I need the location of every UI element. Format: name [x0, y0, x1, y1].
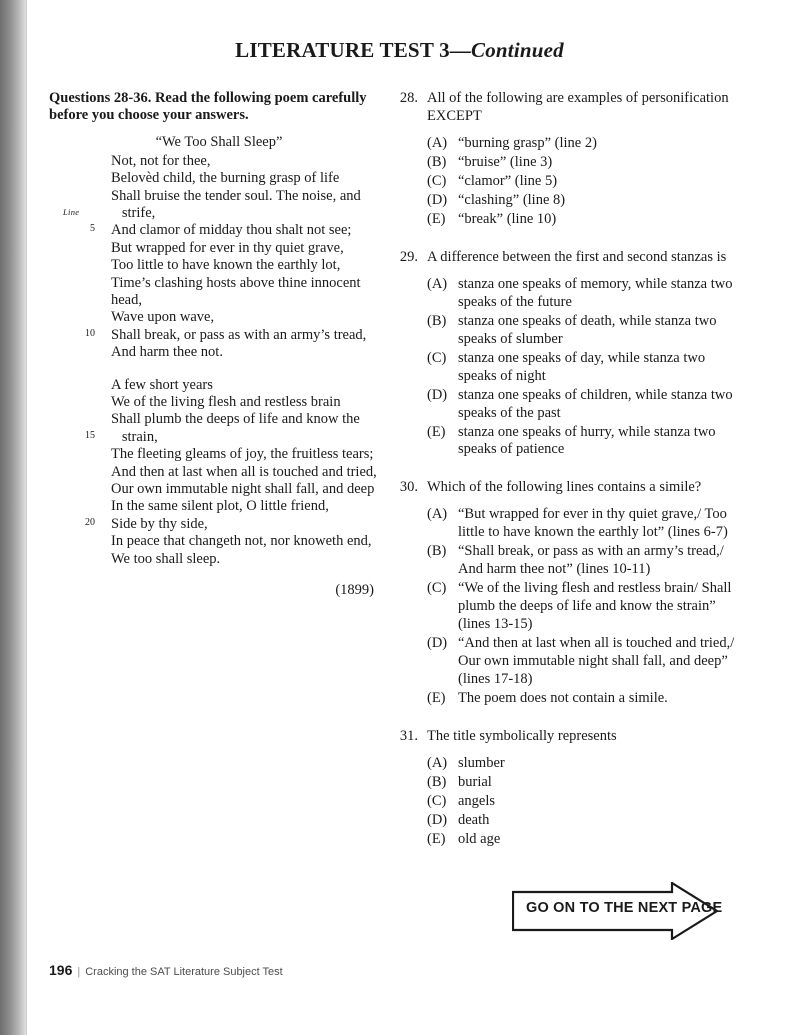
answer-choice[interactable]	[427, 173, 743, 191]
answer-choice-letter: (B)	[427, 312, 447, 329]
answer-choice[interactable]	[427, 793, 743, 811]
poem-line	[49, 344, 379, 361]
poem-line	[49, 516, 379, 533]
answer-choice-letter: (C)	[427, 172, 447, 189]
answer-choice[interactable]	[427, 192, 743, 210]
poem-line-text: But wrapped for ever in thy quiet grave,	[111, 239, 344, 256]
poem-line-text: Too little to have known the earthly lot,	[111, 257, 341, 274]
answer-choice[interactable]	[427, 543, 743, 579]
answer-choice-letter: (C)	[427, 580, 447, 597]
poem-line-text: Shall plumb the deeps of life and know the	[111, 411, 360, 428]
poem-line	[49, 377, 379, 394]
poem-line	[49, 394, 379, 411]
answer-choice[interactable]	[427, 774, 743, 792]
poem-line	[49, 222, 379, 239]
right-column	[398, 90, 743, 869]
answer-choice[interactable]	[427, 211, 743, 229]
answer-choice-text: stanza one speaks of memory, while stanza two speaks of the future	[458, 275, 733, 310]
poem-line	[49, 257, 379, 274]
poem-line-number: 20	[85, 516, 95, 528]
answer-choice-letter: (B)	[427, 774, 447, 790]
question-block	[398, 728, 743, 849]
answer-choice-text: “bruise” (line 3)	[458, 153, 553, 170]
question-number: 29.	[399, 248, 418, 265]
answer-choice[interactable]	[427, 424, 743, 460]
poem-line-text: Not, not for thee,	[111, 152, 211, 169]
page-header	[0, 38, 799, 63]
poem-line-text: We too shall sleep.	[111, 550, 221, 567]
answer-choice-letter: (C)	[427, 349, 447, 366]
page-number: 196	[49, 962, 73, 978]
line-marker-label: Line	[63, 207, 80, 218]
poem-line-text: strife,	[111, 205, 156, 222]
answer-choice-letter: (D)	[427, 386, 448, 403]
question-stem-text: Which of the following lines contains a simile?	[427, 479, 702, 496]
answer-choice-letter: (E)	[427, 690, 446, 707]
answer-choice-text: “But wrapped for ever in thy quiet grave,/ Too little to have known the earthly lot” (lines 6-7)	[458, 506, 728, 541]
poem-line	[49, 429, 379, 446]
question-block	[398, 90, 743, 229]
poem-date: (1899)	[335, 581, 374, 598]
answer-choice[interactable]	[427, 755, 743, 773]
poem-title: “We Too Shall Sleep”	[155, 133, 283, 150]
answer-choice[interactable]	[427, 387, 743, 423]
question-stem-text: The title symbolically represents	[427, 728, 617, 745]
poem-body	[49, 153, 379, 568]
question-stem-text: A difference between the first and second stanzas is	[427, 248, 727, 265]
answer-choice[interactable]	[427, 350, 743, 386]
poem-line	[49, 275, 379, 310]
poem-line-text: In the same silent plot, O little friend,	[111, 498, 329, 515]
question-stem	[398, 728, 743, 746]
question-stem-text: All of the following are examples of personification EXCEPT	[427, 90, 729, 124]
left-column	[49, 90, 379, 599]
poem-line-text: Shall break, or pass as with an army’s tread,	[111, 326, 367, 343]
poem-line-text: And then at last when all is touched and tried,	[111, 463, 377, 480]
question-number: 30.	[399, 479, 418, 496]
answer-choice[interactable]	[427, 812, 743, 830]
go-on-label: GO ON TO THE NEXT PAGE	[526, 900, 723, 916]
answer-choice-letter: (B)	[427, 543, 447, 560]
answer-choice-letter: (A)	[427, 755, 448, 772]
poem-line	[49, 188, 379, 205]
poem-line	[49, 153, 379, 170]
poem-line-number: 10	[85, 327, 95, 339]
answer-choice-letter: (A)	[427, 275, 448, 292]
answer-choice-letter: (C)	[427, 792, 447, 809]
answer-choice-text: stanza one speaks of children, while stanza two speaks of the past	[458, 386, 733, 421]
answer-choice-letter: (A)	[427, 506, 448, 523]
poem-line	[49, 464, 379, 481]
answer-choice-text: old age	[458, 830, 501, 847]
answer-choice[interactable]	[427, 635, 743, 689]
binding-divider	[26, 0, 27, 1035]
question-number: 31.	[399, 728, 418, 745]
poem-line-number: 15	[85, 429, 95, 441]
poem-line	[49, 533, 379, 550]
page-footer	[49, 962, 283, 978]
question-number: 28.	[399, 90, 418, 106]
answer-choice-text: stanza one speaks of day, while stanza two speaks of night	[458, 349, 706, 384]
poem-line-text: Time’s clashing hosts above thine innocent head,	[111, 274, 365, 309]
answer-choice-text: slumber	[458, 755, 505, 772]
poem-line	[49, 205, 379, 222]
answer-choice[interactable]	[427, 506, 743, 542]
answer-choice-list	[398, 755, 743, 849]
answer-choice[interactable]	[427, 580, 743, 634]
answer-choice-text: “break” (line 10)	[458, 210, 557, 227]
answer-choice-text: “We of the living flesh and restless brain/ Shall plumb the deeps of life and know the strain” (lines 13-15)	[458, 580, 732, 633]
question-block	[398, 249, 743, 460]
poem-line	[49, 240, 379, 257]
answer-choice-text: “burning grasp” (line 2)	[458, 134, 597, 151]
answer-choice-list	[398, 506, 743, 708]
answer-choice[interactable]	[427, 313, 743, 349]
book-binding-edge	[0, 0, 27, 1035]
poem-line	[49, 411, 379, 428]
poem-line-text: Side by thy side,	[111, 515, 208, 532]
answer-choice-letter: (E)	[427, 830, 446, 847]
answer-choice-list	[398, 135, 743, 229]
answer-choice-letter: (D)	[427, 811, 448, 828]
footer-book-title: Cracking the SAT Literature Subject Test	[85, 966, 283, 978]
poem-line-text: Shall bruise the tender soul. The noise, and	[111, 187, 361, 204]
question-stem	[398, 249, 743, 267]
answer-choice[interactable]	[427, 154, 743, 172]
answer-choice-text: “Shall break, or pass as with an army’s tread,/ And harm thee not” (lines 10-11)	[458, 543, 724, 578]
poem-line-number: 5	[90, 223, 95, 235]
answer-choice-letter: (A)	[427, 134, 448, 151]
answer-choice-text: burial	[458, 774, 492, 790]
answer-choice[interactable]	[427, 690, 743, 708]
poem-line-text: Our own immutable night shall fall, and deep	[111, 480, 375, 497]
answer-choice-text: The poem does not contain a simile.	[458, 690, 668, 707]
poem-line-text: strain,	[111, 428, 158, 445]
poem-line	[49, 498, 379, 515]
poem-line-text: The fleeting gleams of joy, the fruitless tears;	[111, 446, 374, 463]
answer-choice-letter: (E)	[427, 210, 446, 227]
question-stem	[398, 479, 743, 497]
poem-line-text: A few short years	[111, 376, 213, 393]
answer-choice-letter: (D)	[427, 635, 448, 652]
answer-choice-letter: (B)	[427, 153, 447, 170]
answer-choice-text: stanza one speaks of death, while stanza two speaks of slumber	[458, 312, 717, 347]
answer-choice-list	[398, 276, 743, 460]
header-title: LITERATURE TEST 3—	[235, 38, 471, 62]
poem-line	[49, 362, 379, 377]
poem-line-text: In peace that changeth not, nor knoweth end,	[111, 533, 372, 550]
poem-line-text: We of the living flesh and restless brain	[111, 393, 341, 410]
footer-separator: |	[77, 966, 81, 978]
answer-choice-text: “clashing” (line 8)	[458, 191, 566, 208]
poem-line	[49, 170, 379, 187]
answer-choice[interactable]	[427, 831, 743, 849]
poem-line	[49, 446, 379, 463]
answer-choice-text: “clamor” (line 5)	[458, 172, 558, 189]
poem-line-text: Wave upon wave,	[111, 309, 215, 326]
poem-line-text: And harm thee not.	[111, 344, 223, 361]
poem-line	[49, 481, 379, 498]
answer-choice[interactable]	[427, 135, 743, 153]
poem-line-text: And clamor of midday thou shalt not see;	[111, 222, 352, 239]
answer-choice[interactable]	[427, 276, 743, 312]
header-continued: Continued	[471, 38, 564, 62]
answer-choice-text: “And then at last when all is touched and tried,/ Our own immutable night shall fall, and deep” (lines 17-18)	[458, 635, 735, 688]
poem-line	[49, 327, 379, 344]
answer-choice-letter: (D)	[427, 191, 448, 208]
question-stem	[398, 90, 743, 126]
poem-line-text: Belovèd child, the burning grasp of life	[111, 170, 340, 187]
question-directions: Questions 28-36. Read the following poem carefully before you choose your answers.	[49, 90, 367, 123]
poem-line	[49, 309, 379, 326]
answer-choice-letter: (E)	[427, 423, 446, 440]
answer-choice-text: stanza one speaks of hurry, while stanza two speaks of patience	[458, 423, 716, 458]
question-block	[398, 479, 743, 708]
answer-choice-text: death	[458, 811, 490, 828]
poem-line	[49, 551, 379, 568]
go-on-banner	[512, 882, 724, 940]
answer-choice-text: angels	[458, 792, 496, 809]
